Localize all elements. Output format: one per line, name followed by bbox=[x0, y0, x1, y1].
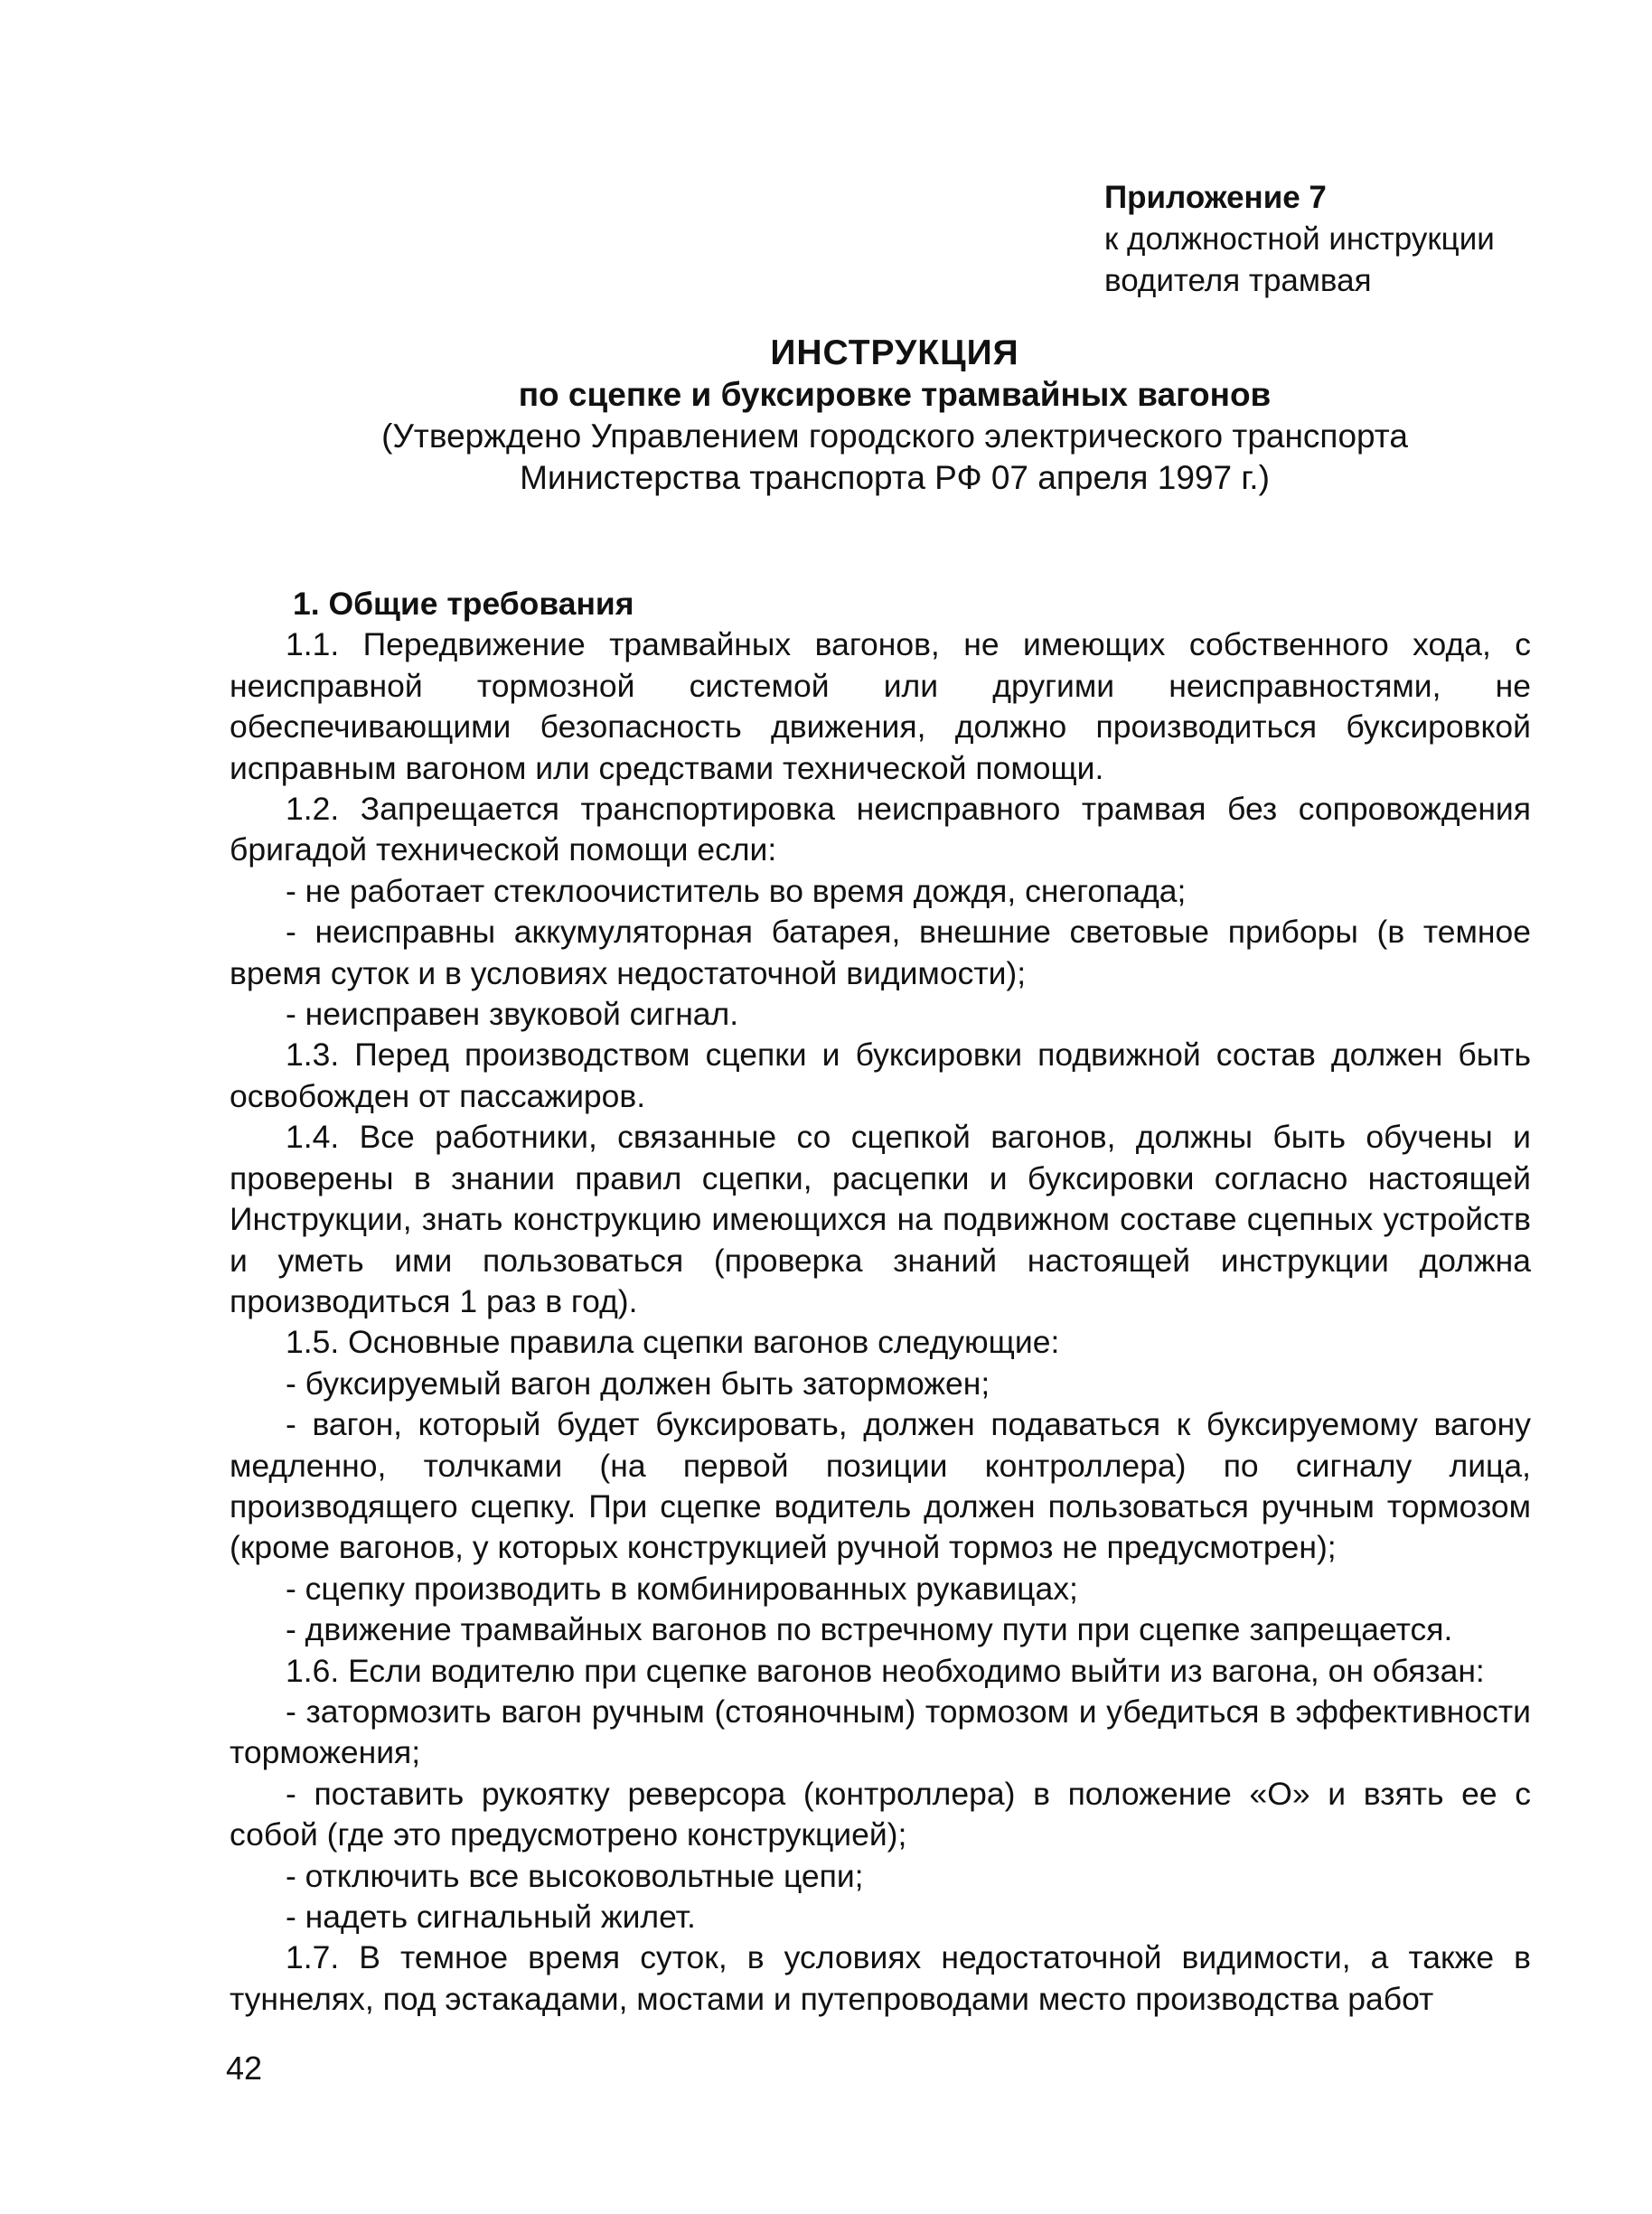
list-item: - сцепку производить в комбинированных рукавицах; bbox=[286, 1570, 1078, 1607]
appendix-line: водителя трамвая bbox=[1104, 263, 1372, 298]
list-item: - отключить все высоковольтные цепи; bbox=[286, 1857, 864, 1894]
document-title: ИНСТРУКЦИЯ bbox=[770, 333, 1019, 372]
appendix-line: к должностной инструкции bbox=[1104, 221, 1495, 257]
list-item: - затормозить вагон ручным (стояночным) тормозом и убедиться в эффективности торможения; bbox=[230, 1693, 1531, 1771]
document-subtitle: по сцепке и буксировке трамвайных вагонов bbox=[518, 376, 1272, 413]
document-body bbox=[230, 584, 1531, 2020]
list-item: - буксируемый вагон должен быть заторможен; bbox=[286, 1365, 990, 1402]
list-item: - вагон, который будет буксировать, должен подаваться к буксируемому вагону медленно, толчками (на первой позиции контроллера) по сигналу лица, производящего сцепку. При сцепке водитель должен пользоваться ручным тормозом (кроме вагонов, у которых конструкцией ручной тормоз не предусмотрен); bbox=[230, 1406, 1531, 1566]
list-item: - надеть сигнальный жилет. bbox=[286, 1899, 696, 1935]
list-item: - не работает стеклоочиститель во время дождя, снегопада; bbox=[286, 872, 1187, 909]
appendix-title: Приложение 7 bbox=[1104, 180, 1327, 215]
list-item: - неисправны аккумуляторная батарея, внешние световые приборы (в темное время суток и в условиях недостаточной видимости); bbox=[230, 914, 1531, 991]
approval-note: (Утверждено Управлением городского электрического транспорта bbox=[381, 417, 1408, 455]
list-item: - движение трамвайных вагонов по встречному пути при сцепке запрещается. bbox=[286, 1611, 1453, 1648]
section-title: 1. Общие требования bbox=[293, 586, 634, 622]
paragraph: 1.4. Все работники, связанные со сцепкой вагонов, должны быть обучены и проверены в знании правил сцепки, расцепки и буксировки согласно настоящей Инструкции, знать конструкцию имеющихся на подвижном составе сцепных устройств и уметь ими пользоваться (проверка знаний настоящей инструкции должна производиться 1 раз в год). bbox=[230, 1119, 1531, 1319]
page-number: 42 bbox=[226, 2050, 263, 2087]
paragraph: 1.7. В темное время суток, в условиях недостаточной видимости, а также в туннелях, под эстакадами, мостами и путепроводами место производства работ bbox=[230, 1939, 1531, 2017]
document-heading bbox=[271, 333, 1518, 499]
paragraph: 1.1. Передвижение трамвайных вагонов, не имеющих собственного хода, с неисправной тормозной системой или другими неисправностями, не обеспечивающими безопасность движения, должно производиться буксировкой исправным вагоном или средствами технической помощи. bbox=[230, 626, 1531, 786]
approval-note: Министерства транспорта РФ 07 апреля 1997 г.) bbox=[520, 459, 1270, 496]
paragraph: 1.5. Основные правила сцепки вагонов следующие: bbox=[286, 1324, 1060, 1361]
paragraph: 1.2. Запрещается транспортировка неисправного трамвая без сопровождения бригадой технической помощи если: bbox=[230, 791, 1531, 868]
appendix-block bbox=[1104, 177, 1574, 302]
paragraph: 1.3. Перед производством сцепки и буксировки подвижной состав должен быть освобожден от пассажиров. bbox=[230, 1037, 1531, 1114]
list-item: - неисправен звуковой сигнал. bbox=[286, 996, 739, 1033]
paragraph: 1.6. Если водителю при сцепке вагонов необходимо выйти из вагона, он обязан: bbox=[286, 1652, 1485, 1689]
list-item: - поставить рукоятку реверсора (контроллера) в положение «О» и взять ее с собой (где это предусмотрено конструкцией); bbox=[230, 1775, 1531, 1853]
